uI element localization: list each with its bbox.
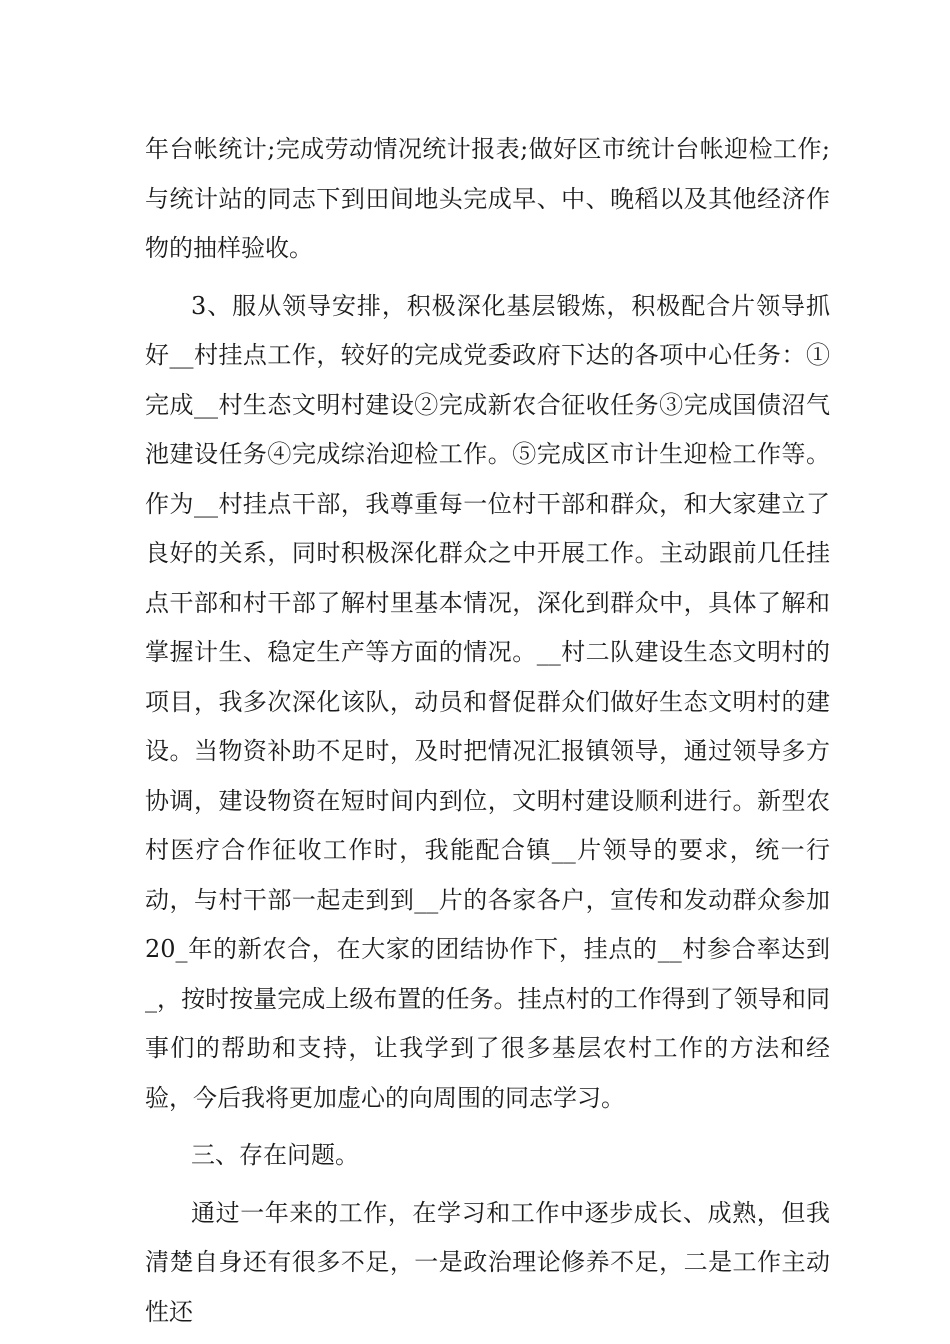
- section-heading-problems: 三、存在问题。: [191, 1141, 359, 1169]
- paragraph-village-work: 3、服从领导安排，积极深化基层锻炼，积极配合片领导抓好__村挂点工作，较好的完成党委政府下达的各项中心任务：①完成__村生态文明村建设②完成新农合征收任务③完成国债沼气池建设任务④完成综治迎检工作。⑤完成区市计生迎检工作等。作为__村挂点干部，我尊重每一位村干部和群众，和大家建立了良好的关系，同时积极深化群众之中开展工作。主动跟前几任挂点干部和村干部了解村里基本情况，深化到群众中，具体了解和掌握计生、稳定生产等方面的情况。__村二队建设生态文明村的项目，我多次深化该队，动员和督促群众们做好生态文明村的建设。当物资补助不足时，及时把情况汇报镇领导，通过领导多方协调，建设物资在短时间内到位，文明村建设顺利进行。新型农村医疗合作征收工作时，我能配合镇__片领导的要求，统一行动，与村干部一起走到到__片的各家各户，宣传和发动群众参加20_年的新农合，在大家的团结协作下，挂点的__村参合率达到_，按时按量完成上级布置的任务。挂点村的工作得到了领导和同事们的帮助和支持，让我学到了很多基层农村工作的方法和经验，今后我将更加虚心的向周围的同志学习。: [145, 291, 830, 1112]
- paragraph-statistics-continued: 年台帐统计;完成劳动情况统计报表;做好区市统计台帐迎检工作;与统计站的同志下到田间地头完成早、中、晚稻以及其他经济作物的抽样验收。: [145, 135, 830, 262]
- paragraph-shortcomings: 通过一年来的工作，在学习和工作中逐步成长、成熟，但我清楚自身还有很多不足，一是政治理论修养不足，二是工作主动性还: [145, 1198, 830, 1326]
